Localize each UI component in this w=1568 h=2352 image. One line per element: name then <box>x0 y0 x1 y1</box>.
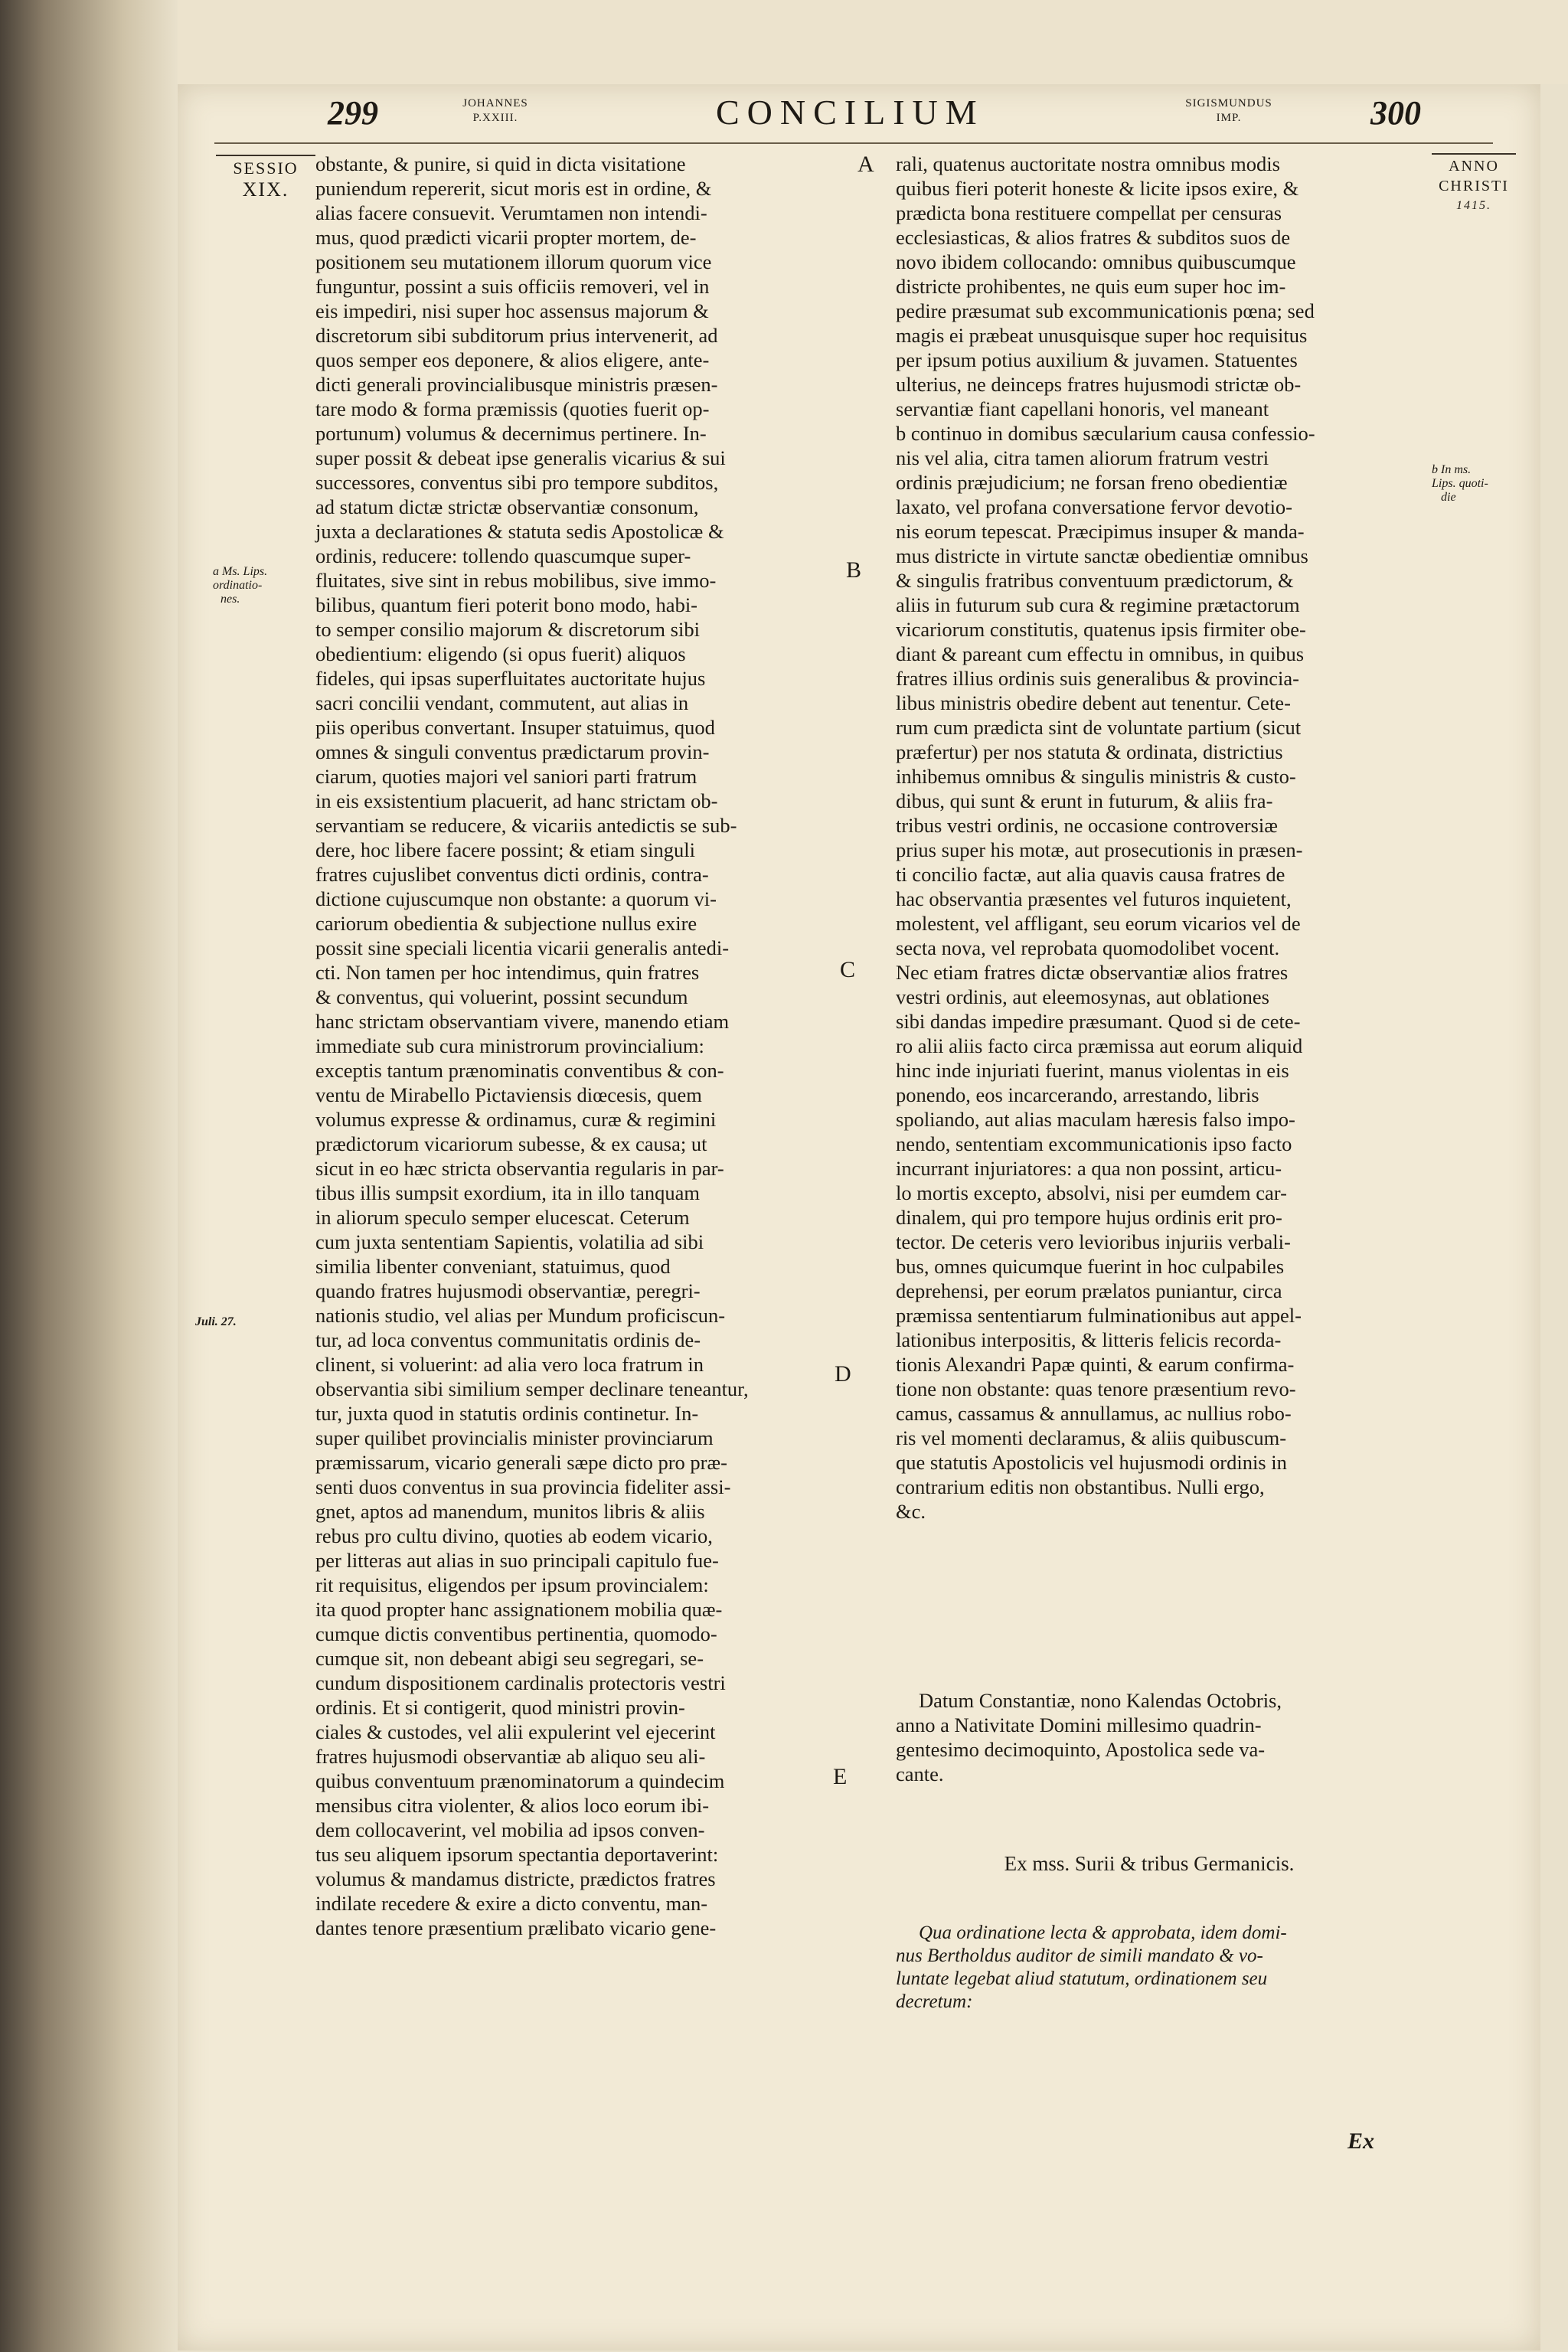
text-line: nus Bertholdus auditor de simili mandato & vo- <box>896 1945 1263 1966</box>
text-line: inhibemus omnibus & singulis ministris & custo- <box>896 765 1296 788</box>
text-line: eis impediri, nisi super hoc assensus majorum & <box>315 299 709 322</box>
left-running-head <box>438 96 553 126</box>
text-line: servantiæ fiant capellani honoris, vel maneant <box>896 397 1269 420</box>
text-line: spoliando, aut alias maculam hæresis falso impo- <box>896 1108 1295 1131</box>
text-line: super quilibet provincialis minister provinciarum <box>315 1426 714 1449</box>
text-line: tribus vestri ordinis, ne occasione controversiæ <box>896 814 1278 837</box>
text-line: præmissarum, vicario generali sæpe dicto pro præ- <box>315 1451 727 1474</box>
text-line: obedientium: eligendo (si opus fuerit) aliquos <box>315 642 686 665</box>
text-line: tector. De ceteris vero levioribus injuriis verbali- <box>896 1230 1291 1253</box>
anno-line: ANNO <box>1432 153 1516 176</box>
text-line: nationis studio, vel alias per Mundum proficiscun- <box>315 1304 726 1327</box>
anno-christi-label <box>1432 153 1516 216</box>
text-line: decretum: <box>896 1991 973 2012</box>
text-line: gnet, aptos ad manendum, munitos libris & aliis <box>315 1500 705 1523</box>
left-page-number: 299 <box>328 94 378 132</box>
margin-note-line: nes. <box>220 593 240 606</box>
text-line: gentesimo decimoquinto, Apostolica sede va- <box>896 1738 1266 1761</box>
text-line: ti concilio factæ, aut alia quavis causa fratres de <box>896 863 1285 886</box>
text-line: to semper consilio majorum & discretorum sibi <box>315 618 700 641</box>
text-line: servantiam se reducere, & vicariis antedictis se sub- <box>315 814 737 837</box>
session-label <box>216 155 315 201</box>
text-line: obstante, & punire, si quid in dicta visitatione <box>315 152 686 175</box>
text-line: alias facere consuevit. Verumtamen non intendi- <box>315 201 707 224</box>
text-line: in aliorum speculo semper elucescat. Ceterum <box>315 1206 690 1229</box>
page-title: CONCILIUM <box>716 93 985 132</box>
session-label-line: SESSIO <box>216 155 315 179</box>
anno-line: CHRISTI <box>1439 178 1509 194</box>
text-line: ventu de Mirabello Pictaviensis diœcesis, quem <box>315 1083 702 1106</box>
text-line: &c. <box>896 1500 926 1523</box>
text-line: rali, quatenus auctoritate nostra omnibus modis <box>896 152 1280 175</box>
text-line: successores, conventus sibi pro tempore subditos, <box>315 471 719 494</box>
text-line: per litteras aut alias in suo principali capitulo fue- <box>315 1549 719 1572</box>
text-line: tionis Alexandri Papæ quinti, & earum confirma- <box>896 1353 1295 1376</box>
text-line: fratres cujuslibet conventus dicti ordinis, contra- <box>315 863 709 886</box>
catchword: Ex <box>1348 2128 1375 2154</box>
text-line: pedire præsumat sub excommunicationis pœna; sed <box>896 299 1315 322</box>
text-line: prius super his motæ, aut prosecutionis in præsen- <box>896 838 1303 861</box>
text-line: vestri ordinis, aut eleemosynas, aut oblationes <box>896 985 1269 1008</box>
text-line: novo ibidem collocando: omnibus quibuscumque <box>896 250 1296 273</box>
text-line: ponendo, eos incarcerando, arrestando, libris <box>896 1083 1259 1106</box>
text-line: observantia sibi similium semper declinare teneantur, <box>315 1377 749 1400</box>
text-line: cti. Non tamen per hoc intendimus, quin fratres <box>315 961 700 984</box>
margin-note-a <box>213 565 312 606</box>
text-line: volumus expresse & ordinamus, curæ & regimini <box>315 1108 717 1131</box>
text-line: libus ministris obedire debent aut tenentur. Cete- <box>896 691 1291 714</box>
text-line: magis ei præbeat unusquisque super hoc requisitus <box>896 324 1308 347</box>
text-line: in eis exsistentium placuerit, ad hanc strictam ob- <box>315 789 718 812</box>
text-line: tibus illis sumpsit exordium, ita in illo tanquam <box>315 1181 701 1204</box>
text-line: molestent, vel affligant, seu eorum vicarios vel de <box>896 912 1301 935</box>
book-gutter-shadow <box>0 0 178 2352</box>
text-line: hanc strictam observantiam vivere, manendo etiam <box>315 1010 730 1033</box>
running-head-line: SIGISMUNDUS <box>1185 97 1272 109</box>
text-line: vicariorum constitutis, quatenus ipsis firmiter obe- <box>896 618 1306 641</box>
text-line: volumus & mandamus districte, prædictos fratres <box>315 1867 716 1890</box>
running-head-line: P.XXIII. <box>472 112 518 124</box>
text-line: Qua ordinatione lecta & approbata, idem domi- <box>919 1922 1287 1943</box>
text-line: rit requisitus, eligendos per ipsum provincialem: <box>315 1573 709 1596</box>
text-line: cante. <box>896 1762 944 1785</box>
section-letter-b: B <box>846 557 862 583</box>
text-line: sacri concilii vendant, commutent, aut alias in <box>315 691 689 714</box>
text-line: districte prohibentes, ne quis eum super hoc im- <box>896 275 1286 298</box>
text-line: portunum) volumus & decernimus pertinere. In- <box>315 422 707 445</box>
text-line: que statutis Apostolicis vel hujusmodi ordinis in <box>896 1451 1287 1474</box>
text-line: omnes & singuli conventus prædictarum provin- <box>315 740 710 763</box>
text-line: fratres illius ordinis suis generalibus & provincia- <box>896 667 1299 690</box>
text-line: juxta a declarationes & statuta sedis Apostolicæ & <box>315 520 724 543</box>
text-line: indilate recedere & exire a dicto conventu, man- <box>315 1892 708 1915</box>
text-line: hac observantia præsentes vel futuros inquietent, <box>896 887 1292 910</box>
text-line: tur, juxta quod in statutis ordinis continetur. In- <box>315 1402 699 1425</box>
section-letter-c: C <box>840 957 856 982</box>
text-line: quibus conventuum prænominatorum a quindecim <box>315 1769 725 1792</box>
text-line: ulterius, ne deinceps fratres hujusmodi strictæ ob- <box>896 373 1302 396</box>
text-line: funguntur, possint a suis officiis removeri, vel in <box>315 275 710 298</box>
text-line: tur, ad loca conventus communitatis ordinis de- <box>315 1328 701 1351</box>
text-line: laxato, vel profana conversatione fervor devotio- <box>896 495 1293 518</box>
text-line: cumque dictis conventibus pertinentia, quomodo- <box>315 1622 717 1645</box>
text-line: diant & pareant cum effectu in omnibus, in quibus <box>896 642 1305 665</box>
text-line: b continuo in domibus sæcularium causa confessio- <box>896 422 1315 445</box>
text-line: deprehensi, per eorum prælatos puniantur, circa <box>896 1279 1282 1302</box>
text-line: ciarum, quoties majori vel saniori parti fratrum <box>315 765 697 788</box>
text-line: mus, quod prædicti vicarii propter mortem, de- <box>315 226 697 249</box>
text-line: senti duos conventus in sua provincia fideliter assi- <box>315 1475 731 1498</box>
text-line: tione non obstante: quas tenore præsentium revo- <box>896 1377 1296 1400</box>
margin-note-line: b In ms. <box>1432 463 1472 476</box>
text-line: anno a Nativitate Domini millesimo quadrin- <box>896 1713 1262 1736</box>
margin-note-line: die <box>1441 491 1456 504</box>
section-letter-d: D <box>835 1361 851 1387</box>
text-line: prædictorum vicariorum subesse, & ex causa; ut <box>315 1132 707 1155</box>
text-line: per ipsum potius auxilium & juvamen. Statuentes <box>896 348 1298 371</box>
margin-note-juli: Juli. 27. <box>195 1315 237 1328</box>
text-line: piis operibus convertant. Insuper statuimus, quod <box>315 716 715 739</box>
text-line: dere, hoc libere facere possint; & etiam singuli <box>315 838 695 861</box>
text-line: aliis in futurum sub cura & regimine prætactorum <box>896 593 1300 616</box>
text-line: quibus fieri poterit honeste & licite ipsos exire, & <box>896 177 1299 200</box>
right-page-number: 300 <box>1370 94 1421 132</box>
anno-line: 1415. <box>1456 199 1491 212</box>
text-line: fluitates, sive sint in rebus mobilibus, sive immo- <box>315 569 717 592</box>
text-line: clinent, si voluerint: ad alia vero loca fratrum in <box>315 1353 704 1376</box>
text-line: rum cum prædicta sint de voluntate partium (sicut <box>896 716 1302 739</box>
text-line: dinalem, qui pro tempore hujus ordinis erit pro- <box>896 1206 1282 1229</box>
text-line: positionem seu mutationem illorum quorum vice <box>315 250 712 273</box>
text-line: & singulis fratribus conventuum prædictorum, & <box>896 569 1294 592</box>
text-line: exceptis tantum prænominatis conventibus & con- <box>315 1059 724 1082</box>
running-head-line: JOHANNES <box>462 97 528 109</box>
text-line: ciales & custodes, vel alii expulerint vel ejecerint <box>315 1720 716 1743</box>
text-line: super possit & debeat ipse generalis vicarius & sui <box>315 446 726 469</box>
text-line: sicut in eo hæc stricta observantia regularis in par- <box>315 1157 724 1180</box>
text-line: rebus pro cultu divino, quoties ab eodem vicario, <box>315 1524 713 1547</box>
text-line: Nec etiam fratres dictæ observantiæ alios fratres <box>896 961 1289 984</box>
text-line: cum juxta sententiam Sapientis, volatilia ad sibi <box>315 1230 704 1253</box>
right-text-column <box>896 152 1403 1524</box>
text-line: dantes tenore præsentium prælibato vicario gene- <box>315 1916 717 1939</box>
text-line: tus seu aliquem ipsorum spectantia deportaverint: <box>315 1843 719 1866</box>
text-line: dicti generali provincialibusque ministris præsen- <box>315 373 718 396</box>
header-rule <box>214 142 1493 144</box>
text-line: lationibus interpositis, & litteris felicis recorda- <box>896 1328 1282 1351</box>
text-line: incurrant injuriatores: a qua non possint, articu- <box>896 1157 1282 1180</box>
left-text-column <box>315 152 844 1940</box>
text-line: & conventus, qui voluerint, possint secundum <box>315 985 688 1008</box>
text-line: bilibus, quantum fieri poterit bono modo, habi- <box>315 593 698 616</box>
text-line: similia libenter conveniant, statuimus, quod <box>315 1255 671 1278</box>
text-line: tare modo & forma præmissis (quoties fuerit op- <box>315 397 710 420</box>
datum-block <box>896 1688 1403 1786</box>
text-line: possit sine speciali licentia vicarii generalis antedi- <box>315 936 730 959</box>
text-line: puniendum repererit, sicut moris est in ordine, & <box>315 177 712 200</box>
text-line: nis vel alia, citra tamen aliorum fratrum vestri <box>896 446 1269 469</box>
text-line: ad statum dictæ strictæ observantiæ consonum, <box>315 495 699 518</box>
running-head-line: IMP. <box>1216 112 1242 124</box>
text-line: cumque sit, non debeant abigi seu segregari, se- <box>315 1647 704 1670</box>
text-line: camus, cassamus & annullamus, ac nullius robo- <box>896 1402 1292 1425</box>
text-line: sibi dandas impedire præsumant. Quod si de cete- <box>896 1010 1301 1033</box>
text-line: mus districte in virtute sanctæ obedientiæ omnibus <box>896 544 1308 567</box>
source-line: Ex mss. Surii & tribus Germanicis. <box>1004 1852 1295 1875</box>
margin-note-line: Lips. quoti- <box>1432 477 1488 490</box>
section-letter-a: A <box>858 152 874 177</box>
text-line: hinc inde injuriati fuerint, manus violentas in eis <box>896 1059 1289 1082</box>
text-line: ita quod propter hanc assignationem mobilia quæ- <box>315 1598 723 1621</box>
text-line: ordinis. Et si contigerit, quod ministri provin- <box>315 1696 685 1719</box>
closing-italic-paragraph <box>896 1922 1403 2014</box>
text-line: ris vel momenti declaramus, & aliis quibuscum- <box>896 1426 1287 1449</box>
text-line: discretorum sibi subditorum prius intervenerit, ad <box>315 324 718 347</box>
page-top-margin <box>178 0 1568 84</box>
text-line: Datum Constantiæ, nono Kalendas Octobris, <box>919 1689 1282 1712</box>
session-label-line: XIX. <box>242 178 289 201</box>
text-line: dibus, qui sunt & erunt in futurum, & aliis fra- <box>896 789 1273 812</box>
text-line: cundum dispositionem cardinalis protectoris vestri <box>315 1671 726 1694</box>
text-line: præfertur) per nos statuta & ordinata, districtius <box>896 740 1283 763</box>
text-line: nis eorum tepescat. Præcipimus insuper & manda- <box>896 520 1305 543</box>
text-line: secta nova, vel reprobata quomodolibet vocent. <box>896 936 1280 959</box>
text-line: immediate sub cura ministrorum provincialium: <box>315 1034 704 1057</box>
text-line: præmissa sententiarum fulminationibus aut appel- <box>896 1304 1302 1327</box>
text-line: dictione cujuscumque non obstante: a quorum vi- <box>315 887 717 910</box>
margin-note-line: a Ms. Lips. <box>213 565 268 578</box>
text-line: lo mortis excepto, absolvi, nisi per eumdem car- <box>896 1181 1287 1204</box>
text-line: prædicta bona restituere compellat per censuras <box>896 201 1282 224</box>
text-line: dem collocaverint, vel mobilia ad ipsos conven- <box>315 1818 705 1841</box>
text-line: luntate legebat aliud statutum, ordinationem seu <box>896 1968 1268 1989</box>
text-line: ro alii aliis facto circa præmissa aut eorum aliquid <box>896 1034 1303 1057</box>
text-line: fideles, qui ipsas superfluitates auctoritate hujus <box>315 667 706 690</box>
text-line: ecclesiasticas, & alios fratres & subditos suos de <box>896 226 1291 249</box>
text-line: ordinis præjudicium; ne forsan freno obedientiæ <box>896 471 1288 494</box>
right-running-head <box>1152 96 1305 126</box>
text-line: quando fratres hujusmodi observantiæ, peregri- <box>315 1279 701 1302</box>
text-line: nendo, sententiam excommunicationis ipso facto <box>896 1132 1292 1155</box>
margin-note-line: ordinatio- <box>213 579 263 592</box>
text-line: fratres hujusmodi observantiæ ab aliquo seu ali- <box>315 1745 706 1768</box>
section-letter-e: E <box>833 1764 848 1789</box>
text-line: bus, omnes quicumque fuerint in hoc culpabiles <box>896 1255 1285 1278</box>
text-line: cariorum obedientia & subjectione nullus exire <box>315 912 697 935</box>
text-line: quos semper eos deponere, & alios eligere, ante- <box>315 348 710 371</box>
margin-note-b <box>1432 463 1524 505</box>
text-line: ordinis, reducere: tollendo quascumque super- <box>315 544 691 567</box>
text-line: contrarium editis non obstantibus. Nulli ergo, <box>896 1475 1265 1498</box>
text-line: mensibus citra violenter, & alios loco eorum ibi- <box>315 1794 710 1817</box>
